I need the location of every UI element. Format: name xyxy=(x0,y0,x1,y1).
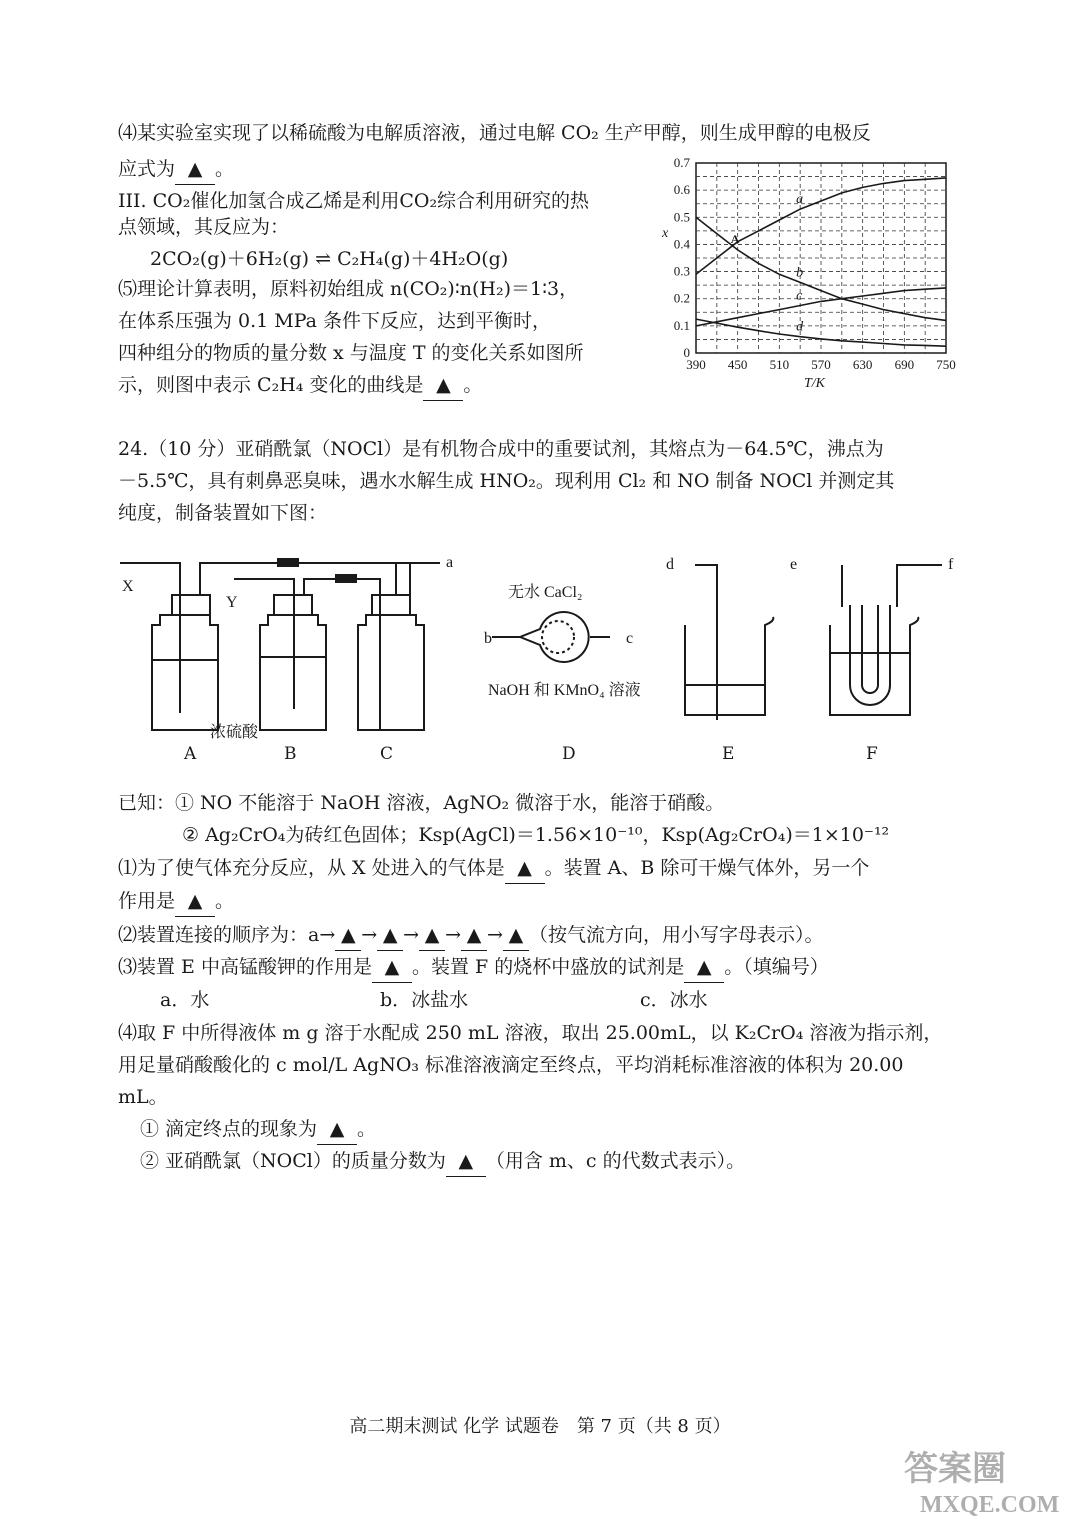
reaction-equation: 2CO₂(g)＋6H₂(g) ⇌ C₂H₄(g)＋4H₂O(g) xyxy=(150,248,509,270)
arrow: → xyxy=(487,924,503,946)
q4b-sub2 xyxy=(140,1146,745,1177)
svg-text:MXQE.COM: MXQE.COM xyxy=(920,1492,1060,1518)
q3-option-b: b．冰盐水 xyxy=(380,989,469,1011)
q1-text-2: 。装置 A、B 除可干燥气体外，另一个 xyxy=(544,857,870,879)
answer-blank[interactable]: ▲ xyxy=(175,886,215,917)
x-tick-label: 510 xyxy=(769,357,790,372)
q5-line3: 四种组分的物质的量分数 x 与温度 T 的变化关系如图所 xyxy=(118,342,584,364)
q5-line1: ⑸理论计算表明，原料初始组成 n(CO₂)∶n(H₂)＝1∶3， xyxy=(118,278,579,300)
x-tick-label: 630 xyxy=(852,357,873,372)
apparatus-diagram xyxy=(110,545,980,760)
answer-blank[interactable]: ▲ xyxy=(503,920,529,951)
x-tick-label: 750 xyxy=(936,357,956,372)
label-acid: 浓硫酸 xyxy=(210,724,259,741)
x-tick-label: 450 xyxy=(727,357,748,372)
y-tick-label: 0 xyxy=(683,345,690,360)
answer-blank[interactable]: ▲ xyxy=(505,853,545,884)
x-tick-label: 390 xyxy=(686,357,706,372)
q24-line1: 24.（10 分）亚硝酰氯（NOCl）是有机物合成中的重要试剂，其熔点为－64.5℃，沸点为 xyxy=(118,438,884,460)
q4b-line2: 用足量硝酸酸化的 c mol/L AgNO₃ 标准溶液滴定至终点，平均消耗标准溶液的体积为 20.00 xyxy=(118,1054,904,1076)
q1-end: 。 xyxy=(215,890,235,912)
q2-line xyxy=(118,920,823,951)
bottle-c xyxy=(358,615,424,730)
series-label-c: c xyxy=(796,288,803,304)
q1-text: ⑴为了使气体充分反应，从 X 处进入的气体是 xyxy=(118,857,505,879)
answer-blank[interactable]: ▲ xyxy=(461,920,487,951)
q4-text: 应式为 xyxy=(118,158,176,180)
x-tick-label: 690 xyxy=(894,357,915,372)
y-tick-label: 0.3 xyxy=(673,263,690,279)
arrow: → xyxy=(445,924,462,946)
q1-text-3: 作用是 xyxy=(118,890,176,912)
q2-end: （按气流方向，用小写字母表示）。 xyxy=(528,924,824,946)
series-label-b: b xyxy=(796,265,804,281)
q3-text-2: 。装置 F 的烧杯中盛放的试剂是 xyxy=(411,956,685,978)
beaker-f xyxy=(830,617,918,715)
q4-line2 xyxy=(118,154,234,185)
y-axis-label: x xyxy=(662,226,669,241)
answer-blank[interactable]: ▲ xyxy=(423,370,463,401)
q1-line2 xyxy=(118,886,234,917)
known-line2: ② Ag₂CrO₄为砖红色固体；Ksp(AgCl)＝1.56×10⁻¹⁰，Ksp(Ag₂CrO₄)＝1×10⁻¹² xyxy=(182,824,890,846)
caption-b: B xyxy=(284,744,297,764)
sub1-text: ① 滴定终点的现象为 xyxy=(140,1118,318,1140)
sub2-text: ② 亚硝酰氯（NOCl）的质量分数为 xyxy=(140,1150,446,1172)
label-x: X xyxy=(122,578,134,595)
u-tube xyxy=(850,605,890,705)
y-tick-label: 0.7 xyxy=(673,155,690,170)
q4b-line3: mL。 xyxy=(118,1086,168,1108)
label-a: a xyxy=(446,554,454,571)
label-solution: NaOH 和 KMnO₄ 溶液 xyxy=(488,682,641,699)
stopper-a xyxy=(172,595,210,615)
known-line1: 已知：① NO 不能溶于 NaOH 溶液，AgNO₂ 微溶于水，能溶于硝酸。 xyxy=(118,792,725,814)
beaker-e xyxy=(685,617,773,715)
q3-option-a: a．水 xyxy=(160,989,210,1011)
q5-line4 xyxy=(118,370,482,401)
q4b-sub1 xyxy=(140,1114,376,1145)
q3-end: 。（填编号） xyxy=(724,956,829,978)
caption-d: D xyxy=(562,744,576,764)
q3-text: ⑶装置 E 中高锰酸钾的作用是 xyxy=(118,956,372,978)
label-f: f xyxy=(948,556,954,573)
label-e: e xyxy=(790,556,798,573)
label-d: d xyxy=(666,556,674,573)
answer-blank[interactable]: ▲ xyxy=(372,952,412,983)
label-b: b xyxy=(484,630,492,647)
answer-blank[interactable]: ▲ xyxy=(446,1146,486,1177)
caption-c: C xyxy=(380,744,394,764)
y-tick-label: 0.2 xyxy=(673,290,690,306)
section3-line1: III. CO₂催化加氢合成乙烯是利用CO₂综合利用研究的热 xyxy=(118,190,590,212)
answer-blank[interactable]: ▲ xyxy=(377,920,403,951)
q4b-line1: ⑷取 F 中所得液体 m g 溶于水配成 250 mL 溶液，取出 25.00mL，以 K₂CrO₄ 溶液为指示剂， xyxy=(118,1022,943,1044)
stopper-c xyxy=(372,595,410,615)
series-label-a: a xyxy=(796,192,804,208)
answer-blank[interactable]: ▲ xyxy=(317,1114,357,1145)
answer-blank[interactable]: ▲ xyxy=(175,154,215,185)
page-footer: 高二期末测试 化学 试题卷 第 7 页（共 8 页） xyxy=(349,1416,731,1437)
q5-end: 。 xyxy=(463,374,483,396)
q2-text: ⑵装置连接的顺序为：a→ xyxy=(118,924,336,946)
q24-line3: 纯度，制备装置如下图： xyxy=(118,502,328,524)
q3-option-c: c．冰水 xyxy=(640,989,708,1011)
svg-text:答案圈: 答案圈 xyxy=(904,1451,1006,1488)
y-tick-label: 0.5 xyxy=(673,209,690,225)
caption-e: E xyxy=(722,744,735,764)
arrow: → xyxy=(361,924,378,946)
q4-end: 。 xyxy=(215,158,235,180)
sub1-end: 。 xyxy=(357,1118,377,1140)
label-y: Y xyxy=(226,594,238,611)
q1-line1 xyxy=(118,853,869,884)
arrow: → xyxy=(403,924,420,946)
bottle-a xyxy=(152,615,218,730)
mole-fraction-chart xyxy=(640,155,960,390)
label-c: c xyxy=(626,630,634,647)
series-label-d: d xyxy=(796,319,804,335)
q24-line2: －5.5℃，具有刺鼻恶臭味，遇水水解生成 HNO₂。现利用 Cl₂ 和 NO 制备 NOCl 并测定其 xyxy=(118,470,895,492)
chart-grid xyxy=(696,163,946,353)
label-cacl2: 无水 CaCl₂ xyxy=(508,584,583,601)
q4-line1: ⑷某实验室实现了以稀硫酸为电解质溶液，通过电解 CO₂ 生产甲醇，则生成甲醇的电极反 xyxy=(118,122,871,144)
q3-line xyxy=(118,952,829,983)
caption-f: F xyxy=(866,744,878,764)
sub2-end: （用含 m、c 的代数式表示）。 xyxy=(485,1150,746,1172)
q5-line2: 在体系压强为 0.1 MPa 条件下反应，达到平衡时， xyxy=(118,310,552,332)
drying-tube-d xyxy=(502,612,589,662)
x-axis-label: T/K xyxy=(804,376,826,390)
y-tick-label: 0.1 xyxy=(673,317,690,333)
x-tick-label: 570 xyxy=(811,357,831,372)
q5-text: 示，则图中表示 C₂H₄ 变化的曲线是 xyxy=(118,374,424,396)
watermark-logo xyxy=(900,1440,1070,1520)
answer-blank[interactable]: ▲ xyxy=(335,920,361,951)
answer-blank[interactable]: ▲ xyxy=(684,952,724,983)
y-tick-label: 0.4 xyxy=(673,236,690,252)
caption-a: A xyxy=(184,744,197,764)
y-tick-label: 0.6 xyxy=(673,182,690,198)
answer-blank[interactable]: ▲ xyxy=(419,920,445,951)
section3-line2: 点领域，其反应为： xyxy=(118,216,290,238)
annotation-a: A xyxy=(730,232,740,247)
